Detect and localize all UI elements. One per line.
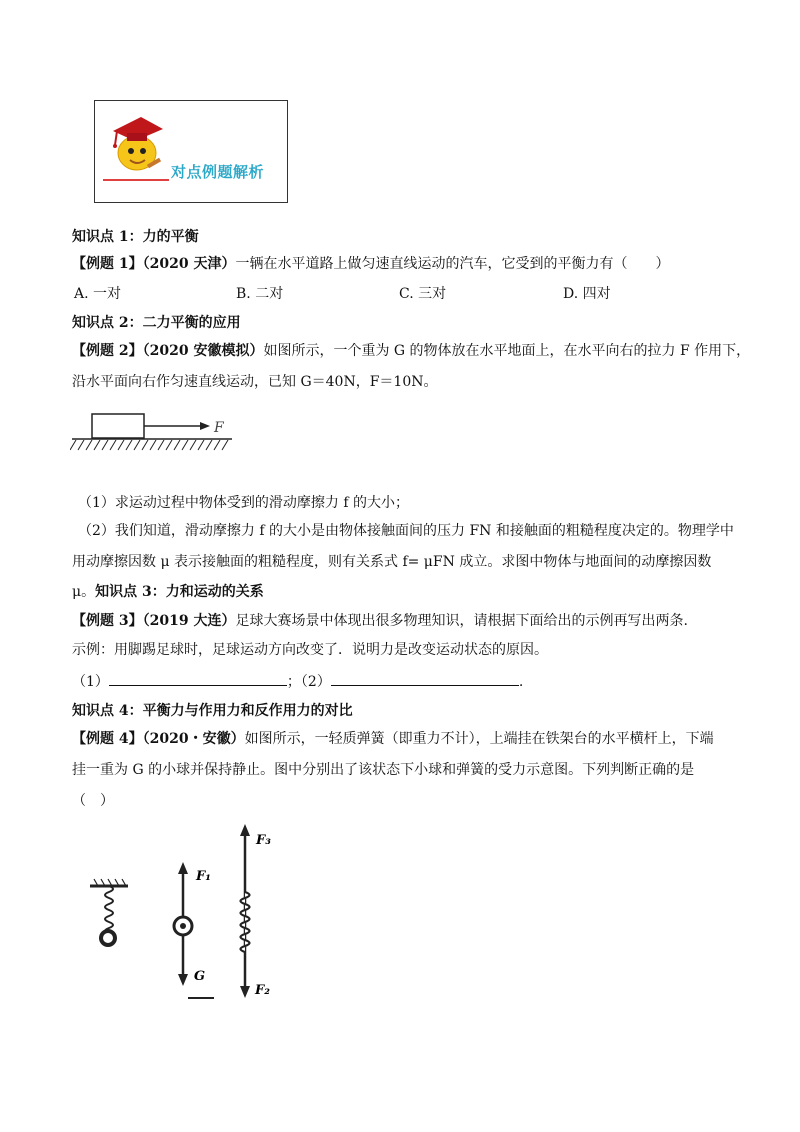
hanging-spring-diagram xyxy=(90,879,128,946)
force-label: F xyxy=(214,420,224,436)
knowledge-point-3-title: 知识点 3：力和运动的关系 xyxy=(95,584,264,600)
example-1-text: 一辆在水平道路上做匀速直线运动的汽车，它受到的平衡力有（ ） xyxy=(235,256,670,272)
example-2-question-1: （1）求运动过程中物体受到的滑动摩擦力 f 的大小； xyxy=(78,495,409,511)
g-arrowhead-icon xyxy=(178,974,188,986)
example-1-source: （2020 天津） xyxy=(142,256,236,272)
example-1-option-d: D. 四对 xyxy=(563,286,611,302)
f3-arrowhead-icon xyxy=(240,824,250,836)
example-2-text-1: 如图所示，一个重为 G 的物体放在水平地面上，在水平向右的拉力 F 作用下， xyxy=(263,343,751,359)
knowledge-point-2-title: 知识点 2：二力平衡的应用 xyxy=(72,315,241,331)
blank-1-prefix: （1） xyxy=(72,674,109,690)
example-2-line-2: 沿水平面向右作匀速直线运动，已知 G＝40N，F＝10N。 xyxy=(72,374,438,390)
f2-label: F₂ xyxy=(255,983,270,998)
example-2-source: （2020 安徽模拟） xyxy=(142,343,264,359)
example-2-line-1 xyxy=(72,341,750,361)
example-1-option-b: B. 二对 xyxy=(236,286,284,302)
example-1-question xyxy=(72,254,669,274)
example-1-option-c: C. 三对 xyxy=(399,286,447,302)
answer-blank-1[interactable] xyxy=(109,671,287,686)
knowledge-point-4-title: 知识点 4：平衡力与作用力和反作用力的对比 xyxy=(72,703,353,719)
example-2-line-3 xyxy=(72,582,264,602)
example-4-line-1 xyxy=(72,729,714,749)
ground-hatching xyxy=(70,440,228,450)
blank-end: . xyxy=(518,674,524,690)
cartoon-mascot-icon xyxy=(101,109,171,179)
g-label: G xyxy=(194,969,206,984)
logo-caption: 对点例题解析 xyxy=(171,163,265,181)
block-force-figure xyxy=(70,410,250,462)
example-3-label: 【例题 3】 xyxy=(72,613,143,629)
ball-icon xyxy=(101,931,115,945)
example-2-question-2-line-3: μ。 xyxy=(72,584,96,600)
example-3-answer-blanks xyxy=(72,671,523,692)
example-4-source: （2020・安徽） xyxy=(142,731,245,747)
f3-label: F₃ xyxy=(256,833,271,848)
block-rect xyxy=(92,414,144,438)
blank-separator: ；（2） xyxy=(286,674,331,690)
example-2-label: 【例题 2】 xyxy=(72,343,143,359)
answer-blank-2[interactable] xyxy=(331,671,519,686)
example-3-question xyxy=(72,611,688,631)
knowledge-point-1-title: 知识点 1：力的平衡 xyxy=(72,229,199,245)
example-4-line-2: 挂一重为 G 的小球并保持静止。图中分别出了该状态下小球和弹簧的受力示意图。下列判断正确的是 xyxy=(72,762,695,778)
spring-force-figure xyxy=(80,818,300,1003)
example-4-text-1: 如图所示，一轻质弹簧（即重力不计），上端挂在铁架台的水平横杆上，下端 xyxy=(244,731,714,747)
example-2-question-2-line-1: （2）我们知道，滑动摩擦力 f 的大小是由物体接触面间的压力 FN 和接触面的粗糙程度决定的。物理学中 xyxy=(78,523,734,539)
example-3-example: 示例：用脚踢足球时，足球运动方向改变了．说明力是改变运动状态的原因。 xyxy=(72,642,548,658)
logo-rule xyxy=(103,179,169,181)
f1-label: F₁ xyxy=(196,869,211,884)
example-3-source: （2019 大连） xyxy=(142,613,236,629)
ball-free-body-diagram xyxy=(174,862,214,998)
f1-arrowhead-icon xyxy=(178,862,188,874)
force-arrowhead-icon xyxy=(200,422,210,430)
section-logo-box xyxy=(94,100,288,203)
example-4-label: 【例题 4】 xyxy=(72,731,143,747)
example-1-option-a: A. 一对 xyxy=(74,286,122,302)
example-2-question-2-line-2: 用动摩擦因数 μ 表示接触面的粗糙程度，则有关系式 f= μFN 成立。求图中物体与地面间的动摩擦因数 xyxy=(72,554,712,570)
spring-free-body-diagram xyxy=(240,824,271,998)
example-1-label: 【例题 1】 xyxy=(72,256,143,272)
example-4-line-3: （ ） xyxy=(72,793,114,809)
f2-arrowhead-icon xyxy=(240,986,250,998)
example-3-text: 足球大赛场景中体现出很多物理知识，请根据下面给出的示例再写出两条. xyxy=(235,613,688,629)
